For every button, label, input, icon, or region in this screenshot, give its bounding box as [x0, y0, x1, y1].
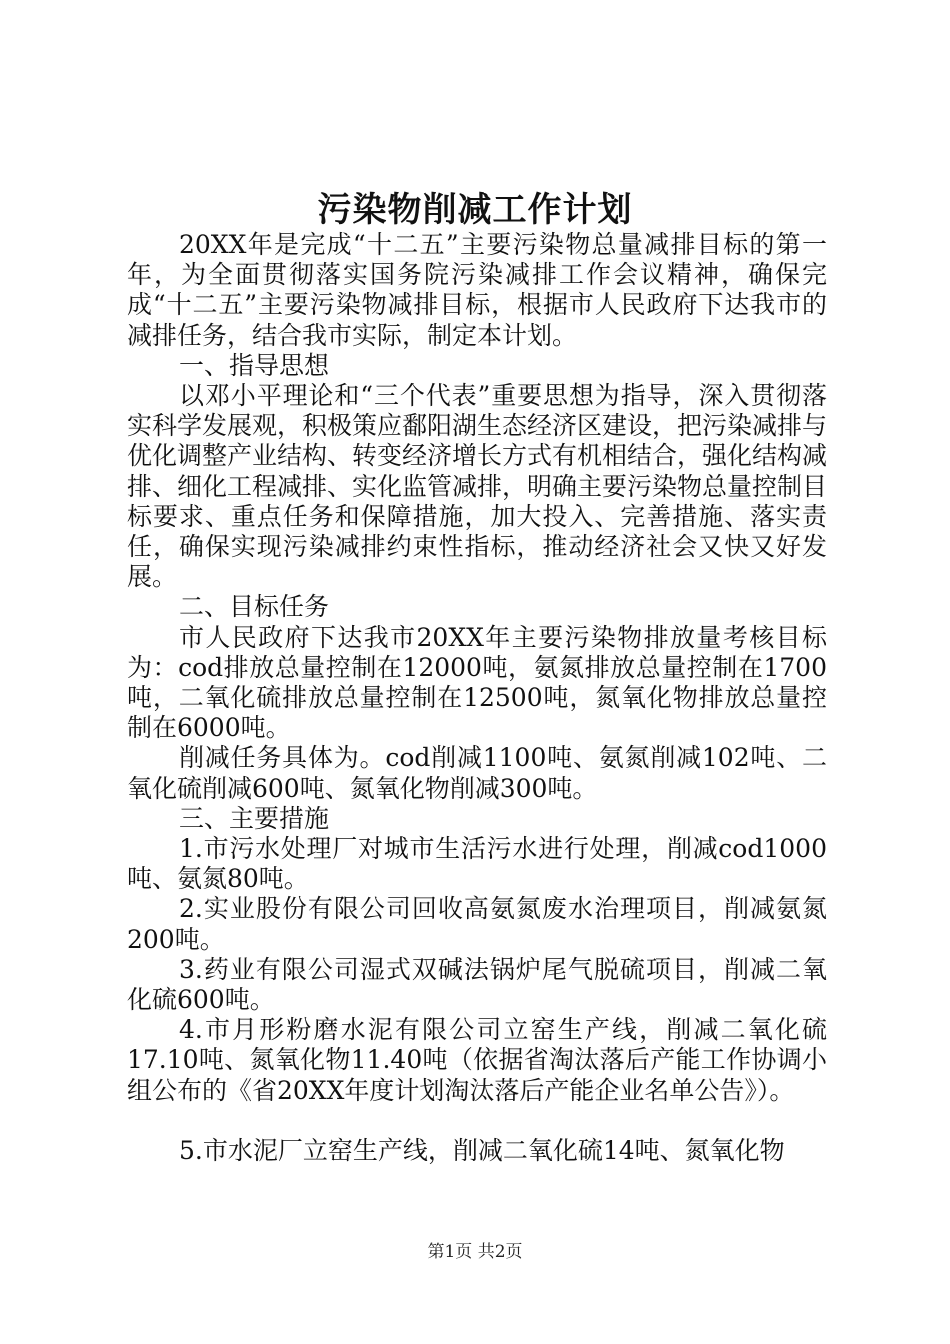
intro-paragraph: 20XX年是完成“十二五”主要污染物总量减排目标的第一年，为全面贯彻落实国务院污染减排工作会议精神，确保完成“十二五”主要污染物减排目标，根据市人民政府下达我市的减排任务，结合我市实际，制定本计划。 [127, 230, 827, 350]
document-body [127, 230, 827, 1166]
page-number-footer: 第1页 共2页 [427, 1242, 523, 1262]
section-heading-target-tasks: 二、目标任务 [179, 592, 330, 622]
guiding-ideology-paragraph: 以邓小平理论和“三个代表”重要思想为指导，深入贯彻落实科学发展观，积极策应鄱阳湖生态经济区建设，把污染减排与优化调整产业结构、转变经济增长方式有机相结合，强化结构减排、细化工程减排、实化监管减排，明确主要污染物总量控制目标要求、重点任务和保障措施，加大投入、完善措施、落实责任，确保实现污染减排约束性指标，推动经济社会又快又好发展。 [127, 381, 828, 592]
measure-item-2: 2.实业股份有限公司回收高氨氮废水治理项目，削减氨氮200吨。 [127, 894, 827, 954]
measure-item-4: 4.市月形粉磨水泥有限公司立窑生产线，削减二氧化硫17.10吨、氮氧化物11.40吨（依据省淘汰落后产能工作协调小组公布的《省20XX年度计划淘汰落后产能企业名单公告》）。 [127, 1015, 827, 1105]
measure-item-5: 5.市水泥厂立窑生产线，削减二氧化硫14吨、氮氧化物 [179, 1135, 785, 1165]
section-heading-main-measures: 三、主要措施 [179, 803, 330, 833]
document-title: 污染物削减工作计划 [317, 190, 633, 230]
target-tasks-paragraph: 市人民政府下达我市20XX年主要污染物排放量考核目标为：cod排放总量控制在12000吨，氨氮排放总量控制在1700吨，二氧化硫排放总量控制在12500吨，氮氧化物排放总量控制在6000吨。 [127, 622, 827, 743]
reduction-tasks-paragraph: 削减任务具体为。cod削减1100吨、氨氮削减102吨、二氧化硫削减600吨、氮氧化物削减300吨。 [127, 743, 827, 803]
paragraph-spacer [127, 1106, 827, 1136]
measure-item-3: 3.药业有限公司湿式双碱法锅炉尾气脱硫项目，削减二氧化硫600吨。 [127, 954, 827, 1015]
measure-item-1: 1.市污水处理厂对城市生活污水进行处理，削减cod1000吨、氨氮80吨。 [127, 834, 827, 894]
section-heading-guiding-ideology: 一、指导思想 [179, 350, 330, 380]
